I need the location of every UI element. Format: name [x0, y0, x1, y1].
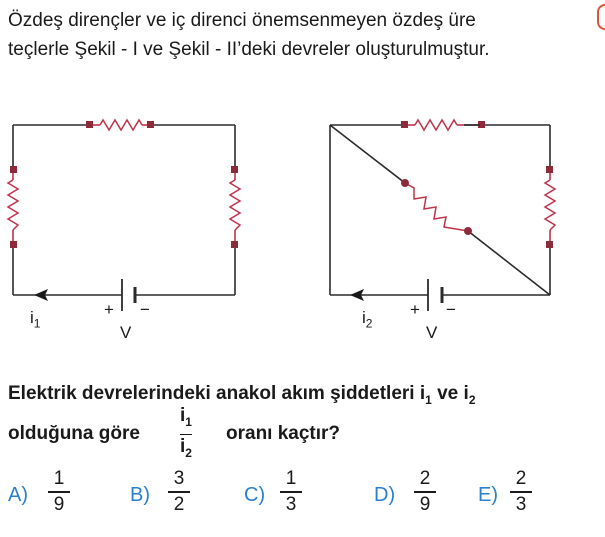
circuit-2-voltage-label: V: [426, 323, 438, 342]
circuit-2-plus-sign: +: [410, 300, 420, 319]
current-subscript: 2: [365, 316, 373, 331]
current-i: i: [463, 383, 469, 404]
ratio-numerator: $i_1$: [180, 405, 192, 429]
circuit-2: [330, 120, 555, 311]
circuit-2-resistor-diagonal: [401, 179, 472, 235]
question-line-2-end: oranı kaçtır?: [226, 423, 341, 444]
circuit-1-voltage-label: V: [120, 323, 132, 342]
current-i: i: [30, 308, 34, 327]
circuit-2-current-label: [362, 308, 372, 330]
question-text: Elektrik devrelerindeki anakol akım şiddetleri: [8, 383, 420, 404]
option-fraction: [510, 468, 532, 516]
circuit-2-minus-sign: −: [446, 300, 456, 319]
fraction-bar: [48, 491, 70, 493]
option-letter: B): [130, 484, 150, 506]
denominator: 3: [285, 493, 297, 515]
option-letter: E): [478, 484, 498, 506]
circuit-1-current-label: [30, 308, 40, 330]
fraction-bar: [414, 491, 436, 493]
question-ratio-fraction: [180, 405, 192, 464]
conjunction: ve: [431, 383, 464, 404]
option-fraction: [48, 468, 70, 516]
circuit-1-minus-sign: −: [140, 300, 150, 319]
denominator: 9: [419, 493, 431, 515]
numerator: 1: [285, 468, 297, 489]
numerator: 1: [53, 468, 65, 489]
numerator: 3: [173, 468, 185, 489]
subscript: 1: [425, 392, 432, 407]
circuit-1-battery: [122, 279, 135, 311]
option-fraction: [280, 468, 302, 516]
circuit-2-resistor-right: [545, 166, 555, 248]
option-letter: A): [8, 484, 28, 506]
option-fraction: [168, 468, 190, 516]
circuit-2-wires: [330, 125, 550, 295]
circuit-2-battery: [428, 279, 442, 311]
fraction-bar: [510, 491, 532, 493]
fraction-bar: [168, 491, 190, 493]
option-letter: D): [374, 484, 396, 506]
circuit-1-resistor-top: [86, 120, 154, 130]
fraction-bar: [180, 434, 192, 436]
question-line-1: [8, 383, 476, 407]
current-i: i: [419, 383, 426, 404]
denominator: 2: [173, 493, 185, 515]
denominator: 9: [53, 493, 65, 515]
circuit-1-wires: [13, 125, 235, 295]
circuit-2-resistor-top: [401, 120, 485, 130]
ratio-denominator: $i_2$: [180, 436, 192, 461]
denominator: 3: [515, 493, 527, 515]
subscript: 2: [468, 392, 476, 407]
current-i: i: [362, 308, 366, 327]
question-line-2-start: olduğuna göre: [8, 423, 140, 444]
numerator: 2: [515, 468, 527, 489]
numerator: 2: [419, 468, 431, 489]
problem-line-1: Özdeş dirençler ve iç direnci önemsenmeyen özdeş üre: [8, 10, 476, 31]
circuit-1: [8, 120, 240, 311]
circuit-1-resistor-right: [230, 166, 240, 248]
circuit-1-plus-sign: +: [104, 300, 114, 319]
problem-line-2: teçlerle Şekil - I ve Şekil - II’deki devreler oluşturulmuştur.: [8, 39, 490, 60]
fraction-bar: [280, 491, 302, 493]
circuit-1-resistor-left: [8, 166, 18, 248]
option-fraction: [414, 468, 436, 516]
option-letter: C): [244, 484, 266, 506]
current-subscript: 1: [33, 316, 41, 331]
